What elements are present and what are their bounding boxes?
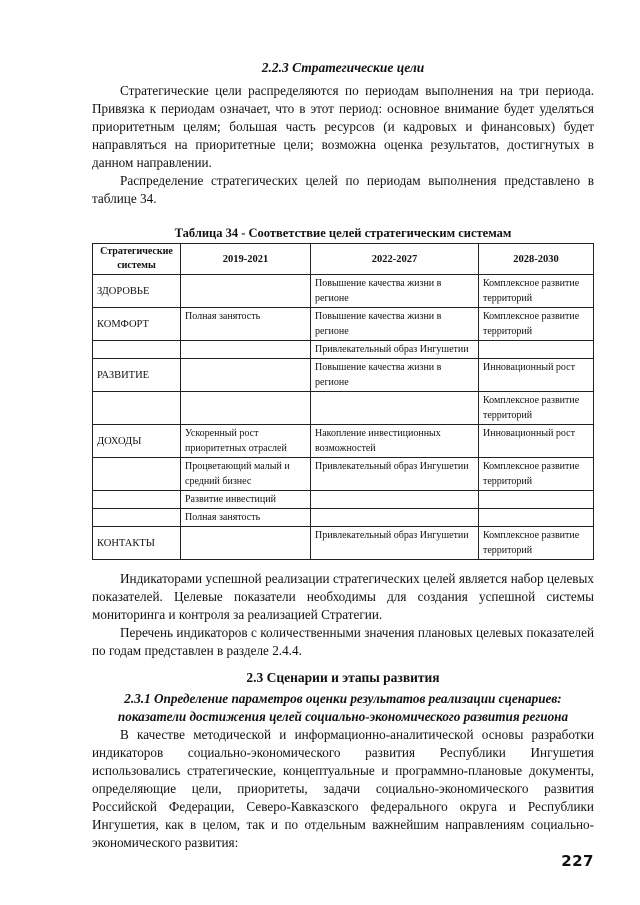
subheading-line-2: показатели достижения целей социально-экономического развития региона xyxy=(117,709,569,724)
table-cell-goal xyxy=(311,392,479,425)
table-row xyxy=(93,359,594,392)
table-cell-goal: Привлекательный образ Ингушетии xyxy=(311,527,479,560)
table-cell-system xyxy=(93,491,181,509)
table-cell-goal: Полная занятость xyxy=(181,308,311,341)
table-cell-goal xyxy=(181,341,311,359)
table-cell-goal xyxy=(181,275,311,308)
table-header-row xyxy=(93,244,594,275)
paragraph-indicator-list: Перечень индикаторов с количественными значения плановых целевых показателей по годам представлен в разделе 2.4.4. xyxy=(92,625,594,658)
table-cell-goal xyxy=(311,509,479,527)
table-cell-system xyxy=(93,509,181,527)
header-period-2: 2022-2027 xyxy=(311,244,479,275)
table-row xyxy=(93,425,594,458)
table-cell-goal: Комплексное развитие территорий xyxy=(479,458,594,491)
table-row xyxy=(93,308,594,341)
table-cell-system xyxy=(93,392,181,425)
table-cell-system: КОМФОРТ xyxy=(93,308,181,341)
subheading-line-1: 2.3.1 Определение параметров оценки результатов реализации сценариев: xyxy=(124,691,562,706)
table-row xyxy=(93,341,594,359)
table-cell-goal: Процветающий малый и средний бизнес xyxy=(181,458,311,491)
table-cell-goal: Накопление инвестиционных возможностей xyxy=(311,425,479,458)
table-cell-goal: Инновационный рост xyxy=(479,425,594,458)
table-cell-goal: Повышение качества жизни в регионе xyxy=(311,359,479,392)
table-cell-goal xyxy=(311,491,479,509)
table-cell-system xyxy=(93,341,181,359)
table-cell-goal xyxy=(479,509,594,527)
table-title: Таблица 34 - Соответствие целей стратегическим системам xyxy=(174,226,512,240)
header-period-3: 2028-2030 xyxy=(479,244,594,275)
table-cell-goal xyxy=(479,491,594,509)
table-cell-system: ДОХОДЫ xyxy=(93,425,181,458)
table-cell-goal: Привлекательный образ Ингушетии xyxy=(311,341,479,359)
table-cell-goal: Повышение качества жизни в регионе xyxy=(311,275,479,308)
table-cell-goal xyxy=(181,527,311,560)
table-cell-goal: Привлекательный образ Ингушетии xyxy=(311,458,479,491)
paragraph-periods: Стратегические цели распределяются по периодам выполнения на три периода. Привязка к периодам означает, что в этот период: основное внимание будет уделяться приоритетным целям; большая часть ресурсов (и кадровых и финансовых) будет направляться на приоритетные цели; возможна оценка результатов, достигнутых в данном направлении. xyxy=(92,83,594,170)
paragraph-methodology: В качестве методической и информационно-аналитической основы разработки индикаторов социально-экономического развития Республики Ингушетия использовались стратегические, концептуальные и программно-плановые документы, определяющие цели, приоритеты, задачи социально-экономического развития Российской Федерации, Северо-Кавказского федерального округа и Республики Ингушетия, как в целом, так и по отдельным важнейшим направлениям социально-экономического развития: xyxy=(92,727,594,850)
table-cell-goal: Комплексное развитие территорий xyxy=(479,527,594,560)
table-cell-goal: Инновационный рост xyxy=(479,359,594,392)
table-row xyxy=(93,392,594,425)
header-systems: Стратегические системы xyxy=(93,244,181,275)
table-cell-goal: Повышение качества жизни в регионе xyxy=(311,308,479,341)
table-row xyxy=(93,509,594,527)
table-cell-goal: Комплексное развитие территорий xyxy=(479,392,594,425)
table-cell-goal: Полная занятость xyxy=(181,509,311,527)
table-row xyxy=(93,458,594,491)
section-heading-strategic-goals: 2.2.3 Стратегические цели xyxy=(261,60,425,75)
table-cell-goal: Развитие инвестиций xyxy=(181,491,311,509)
page-number: 227 xyxy=(561,852,594,870)
paragraph-distribution: Распределение стратегических целей по периодам выполнения представлено в таблице 34. xyxy=(92,173,594,206)
table-cell-system: РАЗВИТИЕ xyxy=(93,359,181,392)
table-cell-goal: Комплексное развитие территорий xyxy=(479,308,594,341)
table-cell-system: КОНТАКТЫ xyxy=(93,527,181,560)
table-row xyxy=(93,275,594,308)
table-cell-goal xyxy=(181,392,311,425)
header-period-1: 2019-2021 xyxy=(181,244,311,275)
table-cell-goal: Ускоренный рост приоритетных отраслей xyxy=(181,425,311,458)
table-row xyxy=(93,491,594,509)
section-heading-scenarios: 2.3 Сценарии и этапы развития xyxy=(246,670,440,685)
table-cell-goal xyxy=(479,341,594,359)
table-cell-goal xyxy=(181,359,311,392)
table-cell-system: ЗДОРОВЬЕ xyxy=(93,275,181,308)
paragraph-indicators: Индикаторами успешной реализации стратегических целей является набор целевых показателей. Целевые показатели необходимы для создания успешной системы мониторинга и контроля за реализацией Стратегии. xyxy=(92,571,594,622)
goals-systems-table xyxy=(92,243,594,560)
table-cell-system xyxy=(93,458,181,491)
table-row xyxy=(93,527,594,560)
table-cell-goal: Комплексное развитие территорий xyxy=(479,275,594,308)
